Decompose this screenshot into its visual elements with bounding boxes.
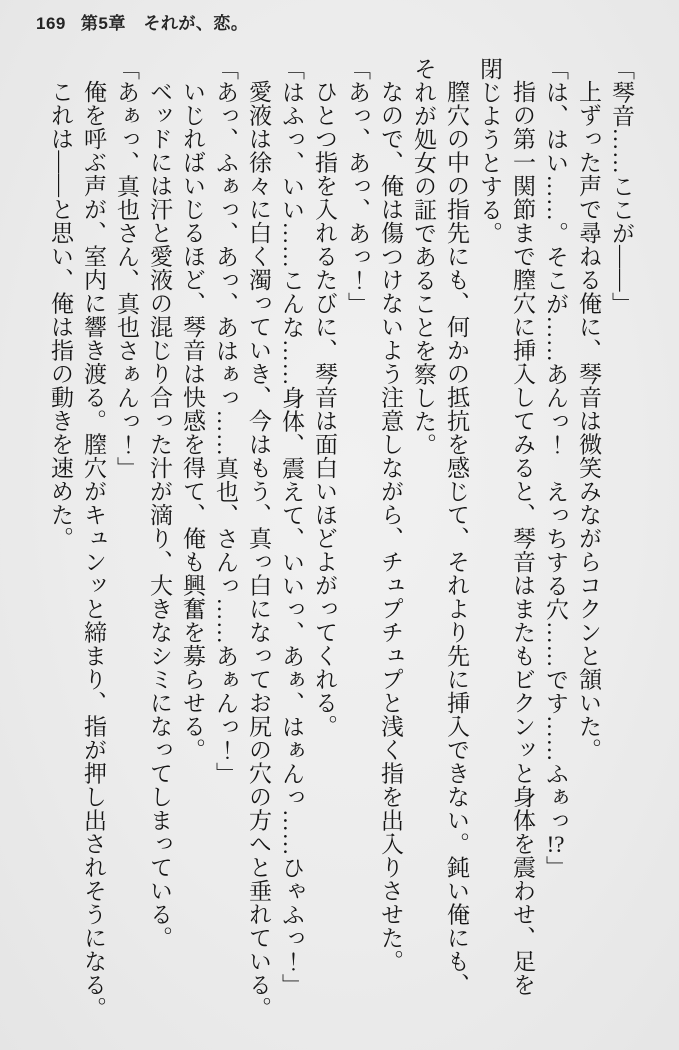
text-column: 愛液は徐々に白く濁っていき、今はもう、真っ白になってお尻の穴の方へと垂れている。 — [246, 80, 271, 1020]
text-column: 上ずった声で尋ねる俺に、琴音は微笑みながらコクンと頷いた。 — [576, 80, 601, 762]
text-column: 閉じようとする。 — [477, 57, 502, 245]
text-column: ひとつ指を入れるたびに、琴音は面白いほどよがってくれる。 — [312, 80, 337, 738]
text-column: 「あぁっ、真也さん、真也さぁんっ！」 — [114, 57, 139, 480]
text-column: 「はふっ、いい……こんな……身体、震えて、いいっ、あぁ、はぁんっ……ひゃふっ！」 — [279, 57, 304, 997]
text-column: 指の第一関節まで膣穴に挿入してみると、琴音はまたもビクンッと身体を震わせ、足を — [510, 80, 535, 997]
text-column: 「は、はい……。そこが……あんっ！ えっちする穴……です……ふぁっ!?」 — [543, 57, 568, 879]
page-number: 169 — [36, 14, 66, 33]
body-text — [44, 57, 638, 1045]
text-column: 「あっ、あっ、あっ！」 — [345, 57, 370, 316]
text-column: これは――と思い、俺は指の動きを速めた。 — [48, 80, 73, 550]
running-header — [36, 9, 248, 34]
text-column: 「琴音……ここが――」 — [609, 57, 634, 316]
text-column: 膣穴の中の指先にも、何かの抵抗を感じて、それより先に挿入できない。鈍い俺にも、 — [444, 80, 469, 997]
text-column: 「あっ、ふぁっ、あっ、あはぁっ……真也、さんっ……あぁんっ！」 — [213, 57, 238, 786]
text-column: いじればいじるほど、琴音は快感を得て、俺も興奮を募らせる。 — [180, 80, 205, 762]
text-column: それが処女の証であることを察した。 — [411, 57, 436, 457]
chapter-title: 第5章 それが、恋。 — [80, 14, 249, 33]
text-column: ベッドには汗と愛液の混じり合った汁が滴り、大きなシミになってしまっている。 — [147, 80, 172, 950]
text-column: なので、俺は傷つけないよう注意しながら、チュプチュプと浅く指を出入りさせた。 — [378, 80, 403, 973]
interrobang-tcy: !? — [546, 832, 565, 856]
text-column: 俺を呼ぶ声が、室内に響き渡る。膣穴がキュンッと締まり、指が押し出されそうになる。 — [81, 80, 106, 1020]
